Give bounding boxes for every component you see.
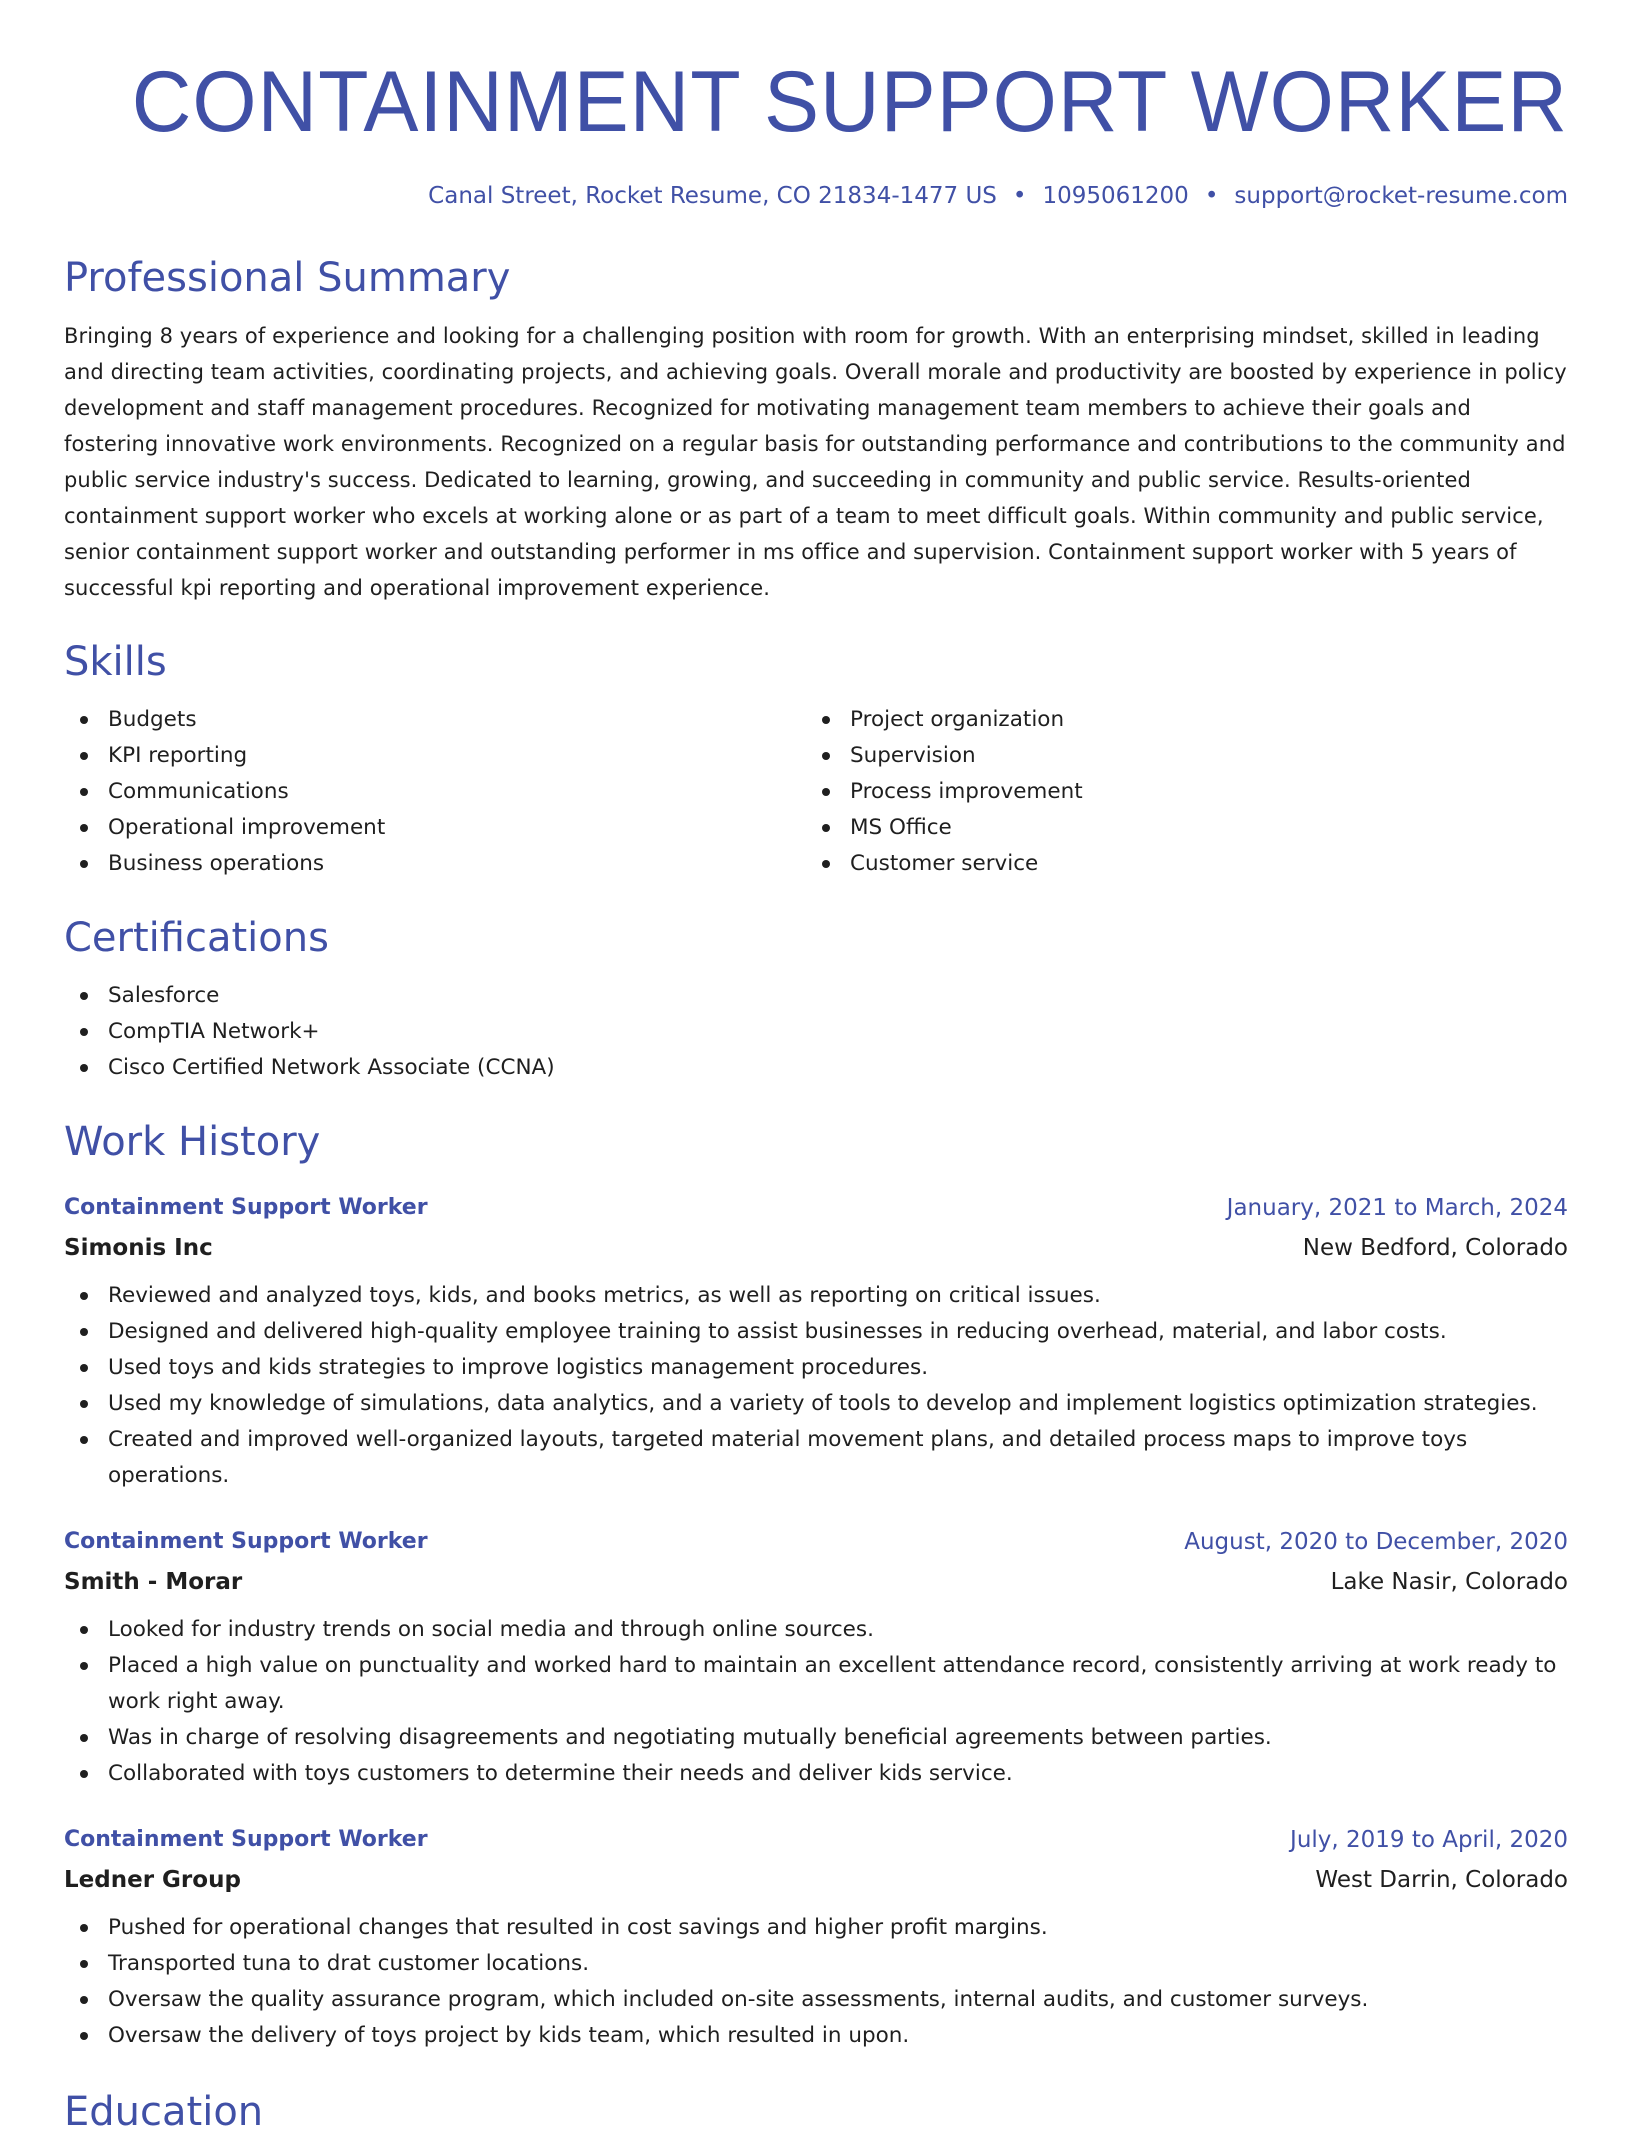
job-bullet: Designed and delivered high-quality employee training to assist businesses in reducing overhead, material, and labor costs. [64,1314,1568,1350]
skill-item: Supervision [806,738,1548,774]
job-bullet: Oversaw the quality assurance program, which included on-site assessments, internal audits, and customer surveys. [64,1982,1568,2018]
skills-heading: Skills [64,639,167,685]
summary-text: Bringing 8 years of experience and looking for a challenging position with room for growth. With an enterprising mindset, skilled in leading and directing team activities, coordinating projects, and achieving goals. Overall morale and productivity are boosted by experience in policy development and staff management procedures. Recognized for motivating management team members to achieve their goals and fostering innovative work environments. Recognized on a regular basis for outstanding performance and contributions to the community and public service industry's success. Dedicated to learning, growing, and succeeding in community and public service. Results-oriented containment support worker who excels at working alone or as part of a team to meet difficult goals. Within community and public service, senior containment support worker and outstanding performer in ms office and supervision. Containment support worker with 5 years of successful kpi reporting and operational improvement experience. [64,324,1567,600]
contact-email[interactable]: support@rocket-resume.com [1234,183,1568,209]
contact-separator: • [1204,183,1219,209]
job-bullets [64,1612,1568,1792]
skill-item: KPI reporting [64,738,806,774]
skill-item: Business operations [64,846,806,882]
job-header-row [64,1188,1568,1228]
certifications-list [64,978,1568,1086]
job-dates: August, 2020 to December, 2020 [1184,1529,1568,1555]
certifications-heading: Certifications [64,915,329,961]
job-bullet: Placed a high value on punctuality and worked hard to maintain an excellent attendance record, consistently arriving at work ready to work right away. [64,1648,1568,1720]
skill-item: Budgets [64,702,806,738]
certification-item: Salesforce [64,978,1568,1014]
contact-line [64,180,1568,212]
job-bullets [64,1910,1568,2054]
skill-item: Process improvement [806,774,1548,810]
job-bullet: Used my knowledge of simulations, data analytics, and a variety of tools to develop and implement logistics optimization strategies. [64,1386,1568,1422]
job-company: Ledner Group [64,1867,241,1893]
job-entry [64,1820,1568,2054]
job-bullets [64,1278,1568,1494]
skill-item: Operational improvement [64,810,806,846]
job-location: West Darrin, Colorado [1315,1867,1568,1893]
education-heading: Education [64,2089,264,2135]
skills-list-right [806,702,1548,882]
skills-list-left [64,702,806,882]
job-title: Containment Support Worker [64,1827,428,1852]
job-location: New Bedford, Colorado [1302,1235,1568,1261]
job-entry [64,1188,1568,1494]
job-bullet: Was in charge of resolving disagreements and negotiating mutually beneficial agreements between parties. [64,1720,1568,1756]
contact-phone: 1095061200 [1042,183,1189,209]
summary-heading: Professional Summary [64,255,511,301]
job-header-row [64,1522,1568,1562]
job-bullet: Created and improved well-organized layouts, targeted material movement plans, and detailed process maps to improve toys operations. [64,1422,1568,1494]
job-entry [64,1522,1568,1792]
skills-grid [64,702,1568,882]
contact-separator: • [1012,183,1027,209]
job-company-row [64,1228,1568,1268]
job-title: Containment Support Worker [64,1529,428,1554]
job-bullet: Collaborated with toys customers to determine their needs and deliver kids service. [64,1756,1568,1792]
job-bullet: Transported tuna to drat customer locations. [64,1946,1568,1982]
job-bullet: Used toys and kids strategies to improve logistics management procedures. [64,1350,1568,1386]
job-bullet: Oversaw the delivery of toys project by kids team, which resulted in upon. [64,2018,1568,2054]
job-title: Containment Support Worker [64,1195,428,1220]
certification-item: Cisco Certified Network Associate (CCNA) [64,1050,1568,1086]
work-history-heading: Work History [64,1119,321,1165]
job-company: Simonis Inc [64,1235,213,1261]
job-header-row [64,1820,1568,1860]
job-company: Smith - Morar [64,1569,243,1595]
skill-item: Customer service [806,846,1548,882]
job-company-row [64,1562,1568,1602]
certification-item: CompTIA Network+ [64,1014,1568,1050]
job-location: Lake Nasir, Colorado [1330,1569,1568,1595]
skill-item: MS Office [806,810,1548,846]
skill-item: Project organization [806,702,1548,738]
job-dates: July, 2019 to April, 2020 [1290,1827,1568,1853]
job-bullet: Reviewed and analyzed toys, kids, and books metrics, as well as reporting on critical issues. [64,1278,1568,1314]
contact-address: Canal Street, Rocket Resume, CO 21834-1477 US [428,183,997,209]
job-bullet: Looked for industry trends on social media and through online sources. [64,1612,1568,1648]
job-dates: January, 2021 to March, 2024 [1226,1195,1568,1221]
resume-name: CONTAINMENT SUPPORT WORKER [131,54,1569,150]
job-company-row [64,1860,1568,1900]
skill-item: Communications [64,774,806,810]
job-bullet: Pushed for operational changes that resulted in cost savings and higher profit margins. [64,1910,1568,1946]
